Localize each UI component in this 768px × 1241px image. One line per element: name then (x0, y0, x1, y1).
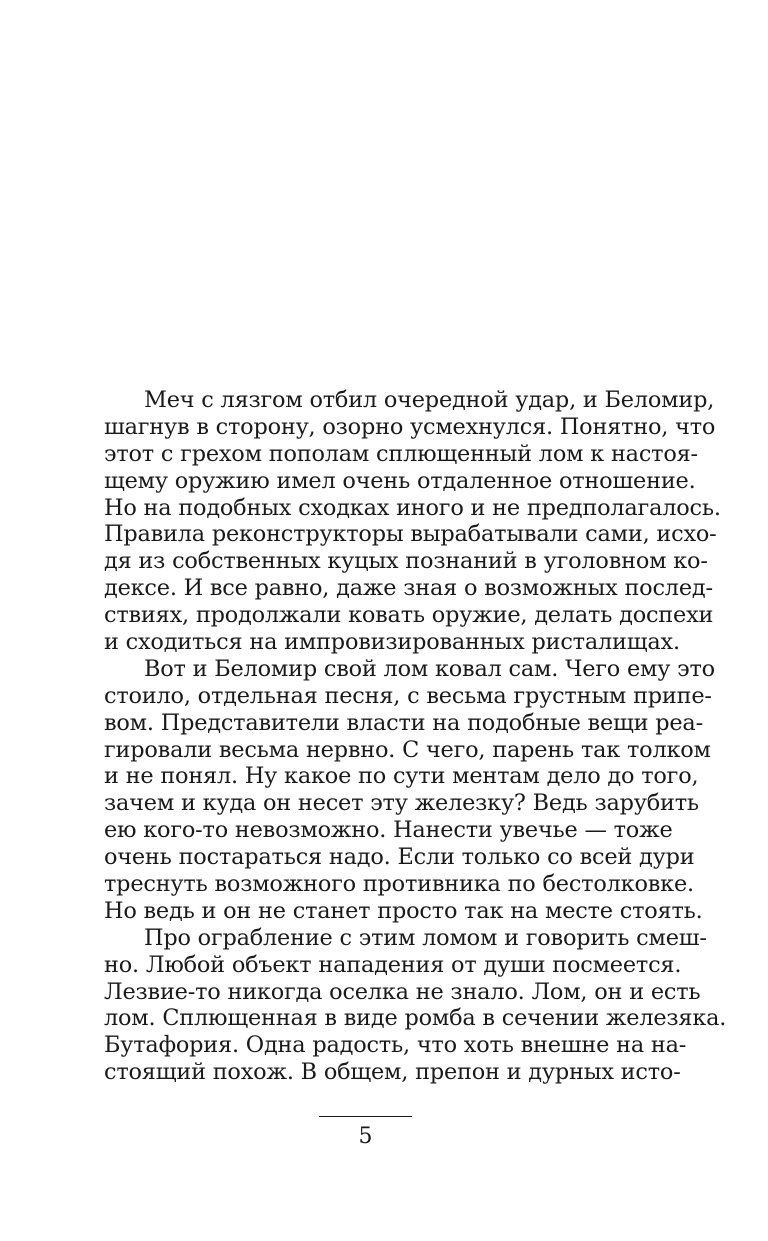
text-line: зачем и куда он несет эту железку? Ведь зарубить (104, 790, 699, 817)
text-line: ствиях, продолжали ковать оружие, делать доспехи (104, 602, 714, 629)
text-line: Вот и Беломир свой лом ковал сам. Чего ему это (144, 655, 715, 682)
text-line: вом. Представители власти на подобные вещи реа- (104, 709, 703, 736)
page-number: 5 (358, 1124, 373, 1149)
text-line: гировали весьма нервно. С чего, парень так толком (104, 736, 711, 763)
text-line: очень постараться надо. Если только со всей дури (104, 844, 695, 871)
text-line: шагнув в сторону, озорно усмехнулся. Понятно, что (104, 413, 716, 440)
text-line: Про ограбление с этим ломом и говорить смеш- (144, 924, 707, 951)
text-line: стоящий похож. В общем, препон и дурных исто- (104, 1059, 681, 1086)
text-line: Бутафория. Одна радость, что хоть внешне на на- (104, 1032, 687, 1059)
text-line: и сходиться на импровизированных ристалищах. (104, 629, 680, 656)
text-line: дя из собственных куцых познаний в уголовном ко- (104, 548, 708, 575)
text-line: Правила реконструкторы вырабатывали сами, исхо- (104, 521, 717, 548)
text-line: треснуть возможного противника по бестолковке. (104, 871, 694, 898)
text-line: и не понял. Ну какое по сути ментам дело до того, (104, 763, 699, 790)
text-line: лом. Сплющенная в виде ромба в сечении железяка. (104, 1005, 727, 1032)
text-line: щему оружию имел очень отдаленное отношение. (104, 467, 696, 494)
text-line: Меч с лязгом отбил очередной удар, и Беломир, (144, 387, 715, 413)
text-line: но. Любой объект нападения от души посмеется. (104, 951, 682, 978)
text-line: Но на подобных сходках иного и не предполагалось. (104, 494, 721, 521)
text-line: ею кого-то невозможно. Нанести увечье — тоже (104, 817, 673, 844)
text-line: Но ведь и он не станет просто так на месте стоять. (104, 897, 703, 924)
text-line: стоило, отдельная песня, с весьма грустным припе- (104, 682, 712, 709)
text-line: этот с грехом пополам сплющенный лом к настоя- (104, 440, 698, 467)
text-line: дексе. И все равно, даже зная о возможных послед- (104, 575, 713, 602)
body-text (104, 387, 727, 1086)
text-line: Лезвие-то никогда оселка не знало. Лом, он и есть (104, 978, 701, 1005)
page-number-rule (319, 1116, 412, 1117)
